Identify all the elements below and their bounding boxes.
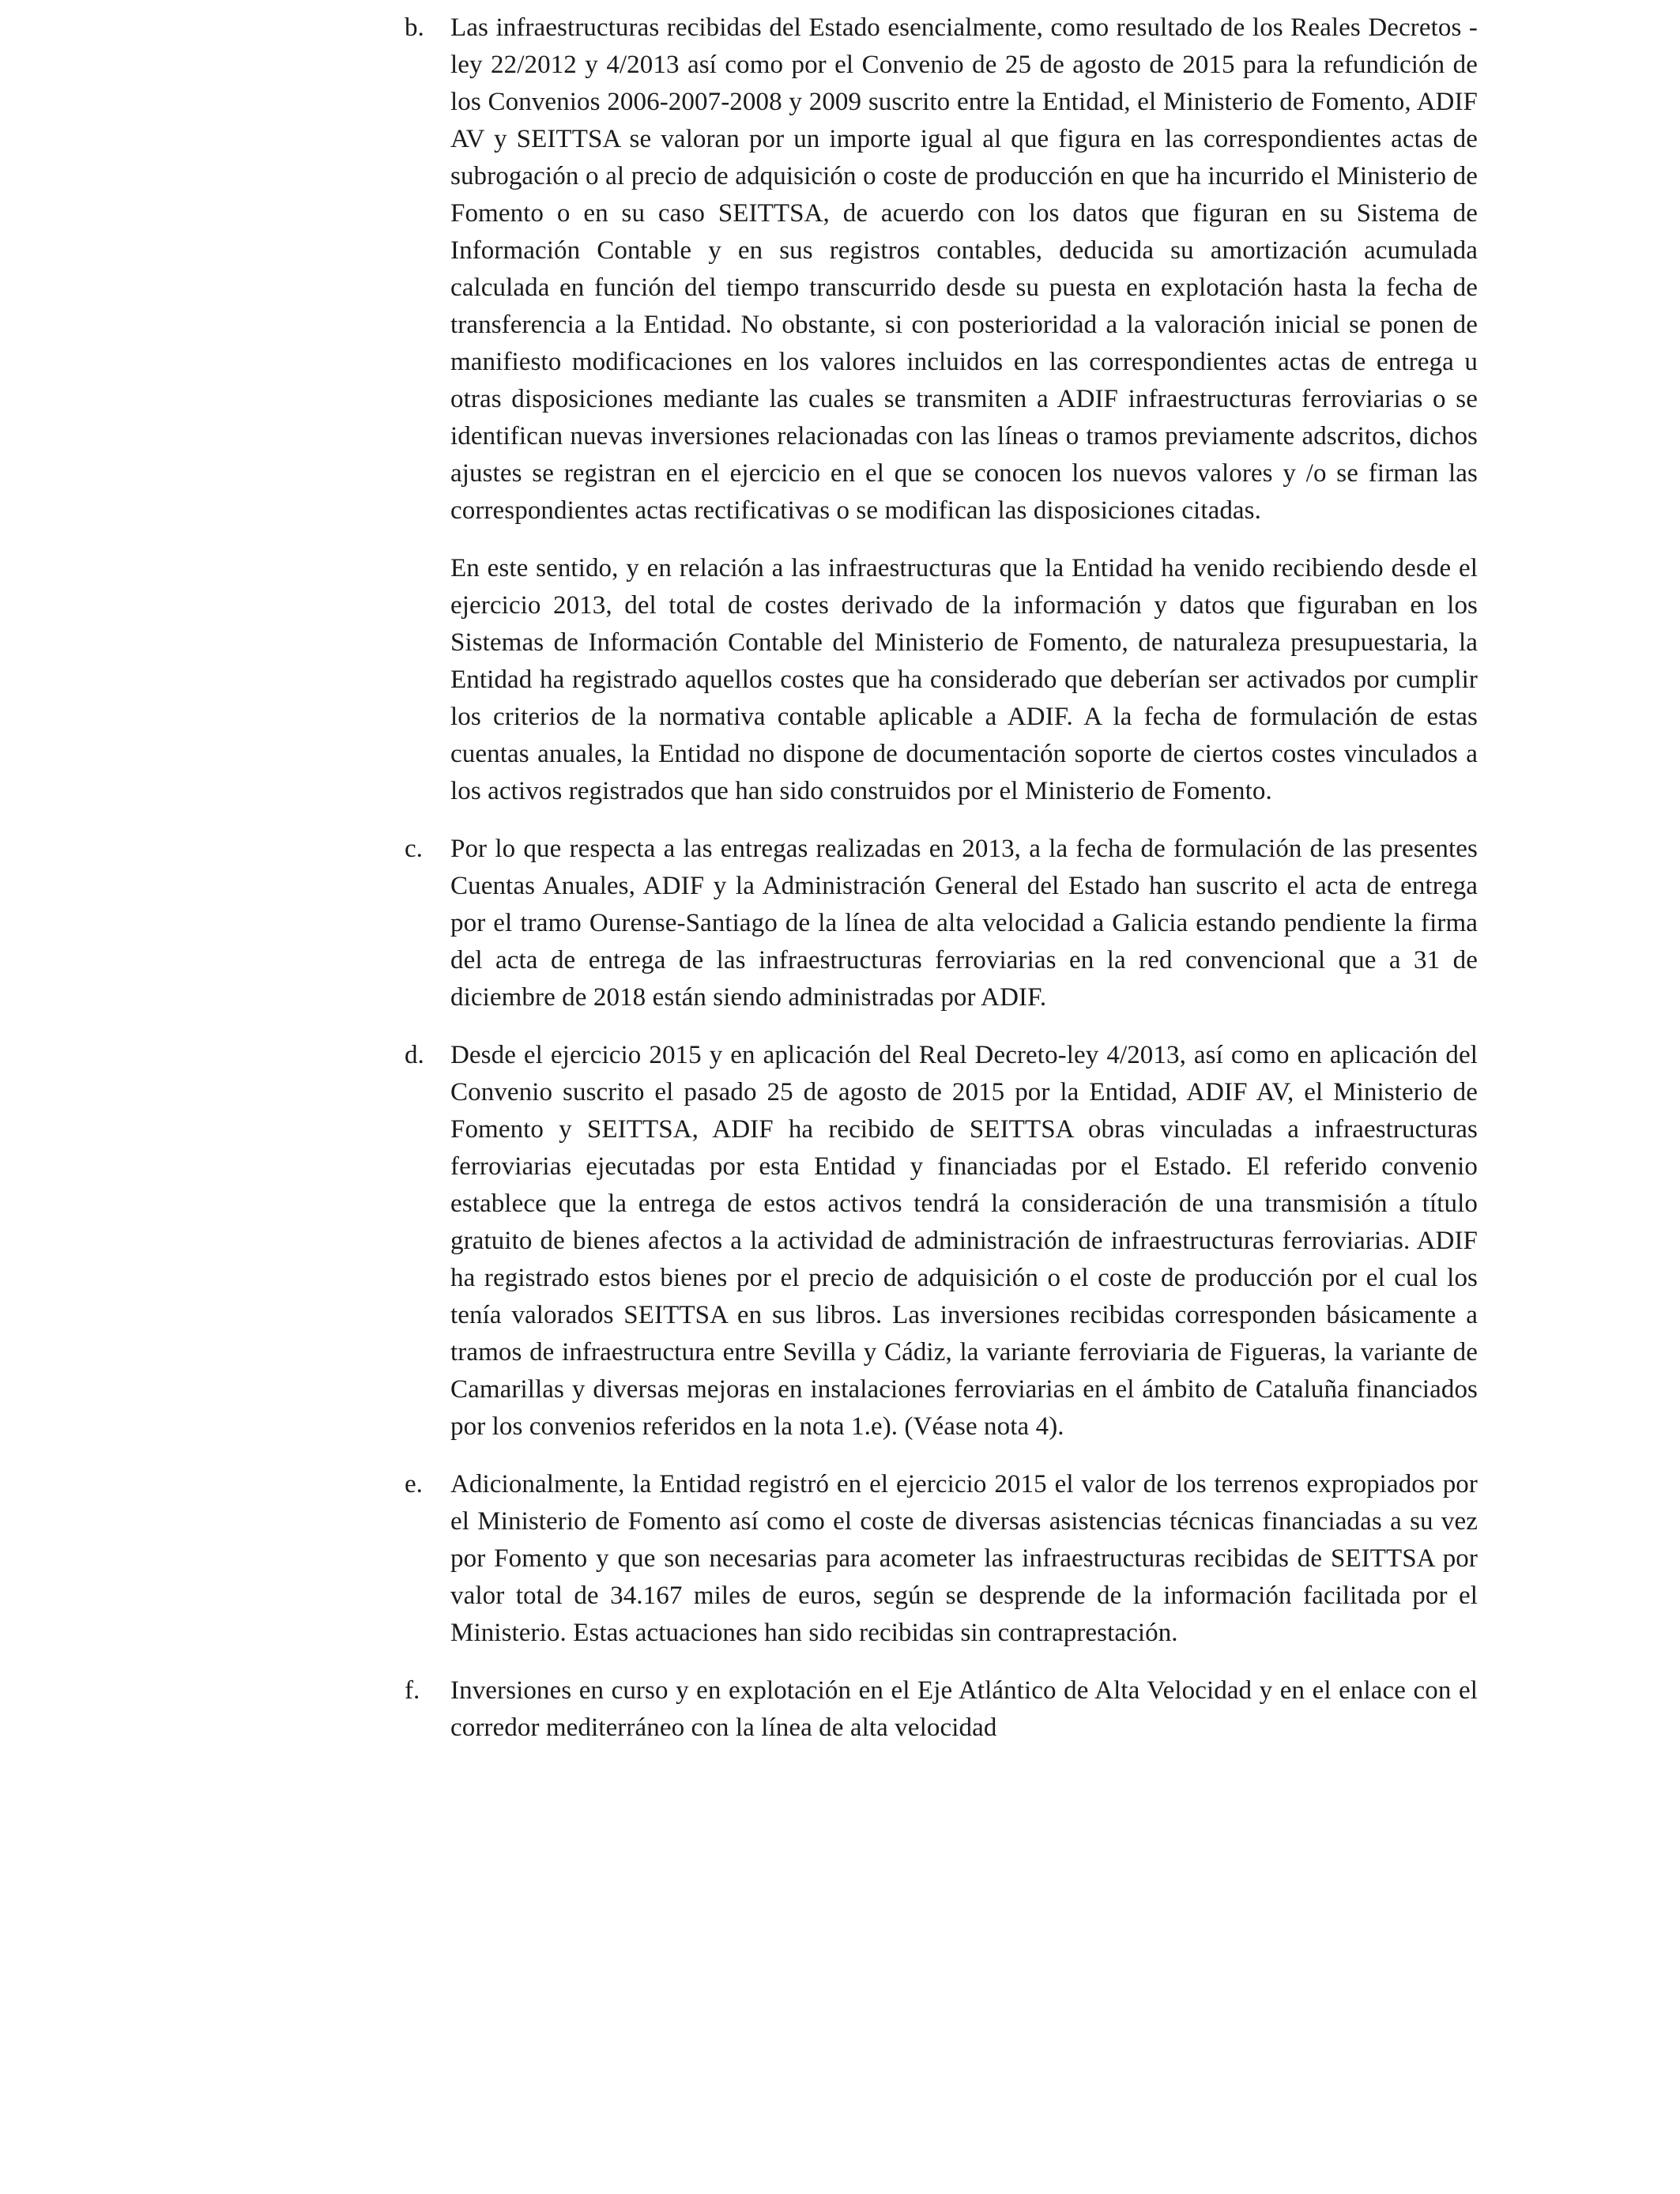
list-item-c xyxy=(405,831,1478,1016)
list-marker: b. xyxy=(405,13,424,42)
list-marker: f. xyxy=(405,1676,420,1705)
paragraph: Desde el ejercicio 2015 y en aplicación del Real Decreto-ley 4/2013, así como en aplicación del Convenio suscrito el pasado 25 de agosto de 2015 por la Entidad, ADIF AV, el Ministerio de Fomento y SEITTSA, ADIF ha recibido de SEITTSA obras vinculadas a infraestructuras ferroviarias ejecutadas por esta Entidad y financiadas por el Estado. El referido convenio establece que la entrega de estos activos tendrá la consideración de una transmisión a título gratuito de bienes afectos a la actividad de administración de infraestructuras ferroviarias. ADIF ha registrado estos bienes por el precio de adquisición o el coste de producción por el cual los tenía valorados SEITTSA en sus libros. Las inversiones recibidas corresponden básicamente a tramos de infraestructura entre Sevilla y Cádiz, la variante ferroviaria de Figueras, la variante de Camarillas y diversas mejoras en instalaciones ferroviarias en el ámbito de Cataluña financiados por los convenios referidos en la nota 1.e). (Véase nota 4). xyxy=(450,1041,1478,1441)
list-item-d xyxy=(405,1037,1478,1446)
list-item-content xyxy=(450,1037,1478,1446)
paragraph-continuation: En este sentido, y en relación a las infraestructuras que la Entidad ha venido recibiendo desde el ejercicio 2013, del total de costes derivado de la información y datos que figuraban en los Sistemas de Información Contable del Ministerio de Fomento, de naturaleza presupuestaria, la Entidad ha registrado aquellos costes que ha considerado que deberían ser activados por cumplir los criterios de la normativa contable aplicable a ADIF. A la fecha de formulación de estas cuentas anuales, la Entidad no dispone de documentación soporte de ciertos costes vinculados a los activos registrados que han sido construidos por el Ministerio de Fomento. xyxy=(450,554,1478,805)
list-item-e xyxy=(405,1466,1478,1652)
list-item-content xyxy=(450,9,1478,810)
paragraph: Adicionalmente, la Entidad registró en el ejercicio 2015 el valor de los terrenos expropiados por el Ministerio de Fomento así como el coste de diversas asistencias técnicas financiadas a su vez por Fomento y que son necesarias para acometer las infraestructuras recibidas de SEITTSA por valor total de 34.167 miles de euros, según se desprende de la información facilitada por el Ministerio. Estas actuaciones han sido recibidas sin contraprestación. xyxy=(450,1470,1478,1647)
list-item-content xyxy=(450,1672,1478,1747)
list-item-content xyxy=(450,831,1478,1016)
list-marker: e. xyxy=(405,1470,423,1498)
list-marker: d. xyxy=(405,1041,424,1069)
list-item-content xyxy=(450,1466,1478,1652)
list-item-b xyxy=(405,9,1478,810)
paragraph: Inversiones en curso y en explotación en el Eje Atlántico de Alta Velocidad y en el enlace con el corredor mediterráneo con la línea de alta velocidad xyxy=(450,1676,1478,1742)
list-item-f xyxy=(405,1672,1478,1747)
list-marker: c. xyxy=(405,835,423,863)
paragraph: Por lo que respecta a las entregas realizadas en 2013, a la fecha de formulación de las presentes Cuentas Anuales, ADIF y la Administración General del Estado han suscrito el acta de entrega por el tramo Ourense-Santiago de la línea de alta velocidad a Galicia estando pendiente la firma del acta de entrega de las infraestructuras ferroviarias en la red convencional que a 31 de diciembre de 2018 están siendo administradas por ADIF. xyxy=(450,835,1478,1012)
paragraph: Las infraestructuras recibidas del Estado esencialmente, como resultado de los Reales Decretos - ley 22/2012 y 4/2013 así como por el Convenio de 25 de agosto de 2015 para la refundición de los Convenios 2006-2007-2008 y 2009 suscrito entre la Entidad, el Ministerio de Fomento, ADIF AV y SEITTSA se valoran por un importe igual al que figura en las correspondientes actas de subrogación o al precio de adquisición o coste de producción en que ha incurrido el Ministerio de Fomento o en su caso SEITTSA, de acuerdo con los datos que figuran en su Sistema de Información Contable y en sus registros contables, deducida su amortización acumulada calculada en función del tiempo transcurrido desde su puesta en explotación hasta la fecha de transferencia a la Entidad. No obstante, si con posterioridad a la valoración inicial se ponen de manifiesto modificaciones en los valores incluidos en las correspondientes actas de entrega u otras disposiciones mediante las cuales se transmiten a ADIF infraestructuras ferroviarias o se identifican nuevas inversiones relacionadas con las líneas o tramos previamente adscritos, dichos ajustes se registran en el ejercicio en el que se conocen los nuevos valores y /o se firman las correspondientes actas rectificativas o se modifican las disposiciones citadas. xyxy=(450,13,1478,525)
